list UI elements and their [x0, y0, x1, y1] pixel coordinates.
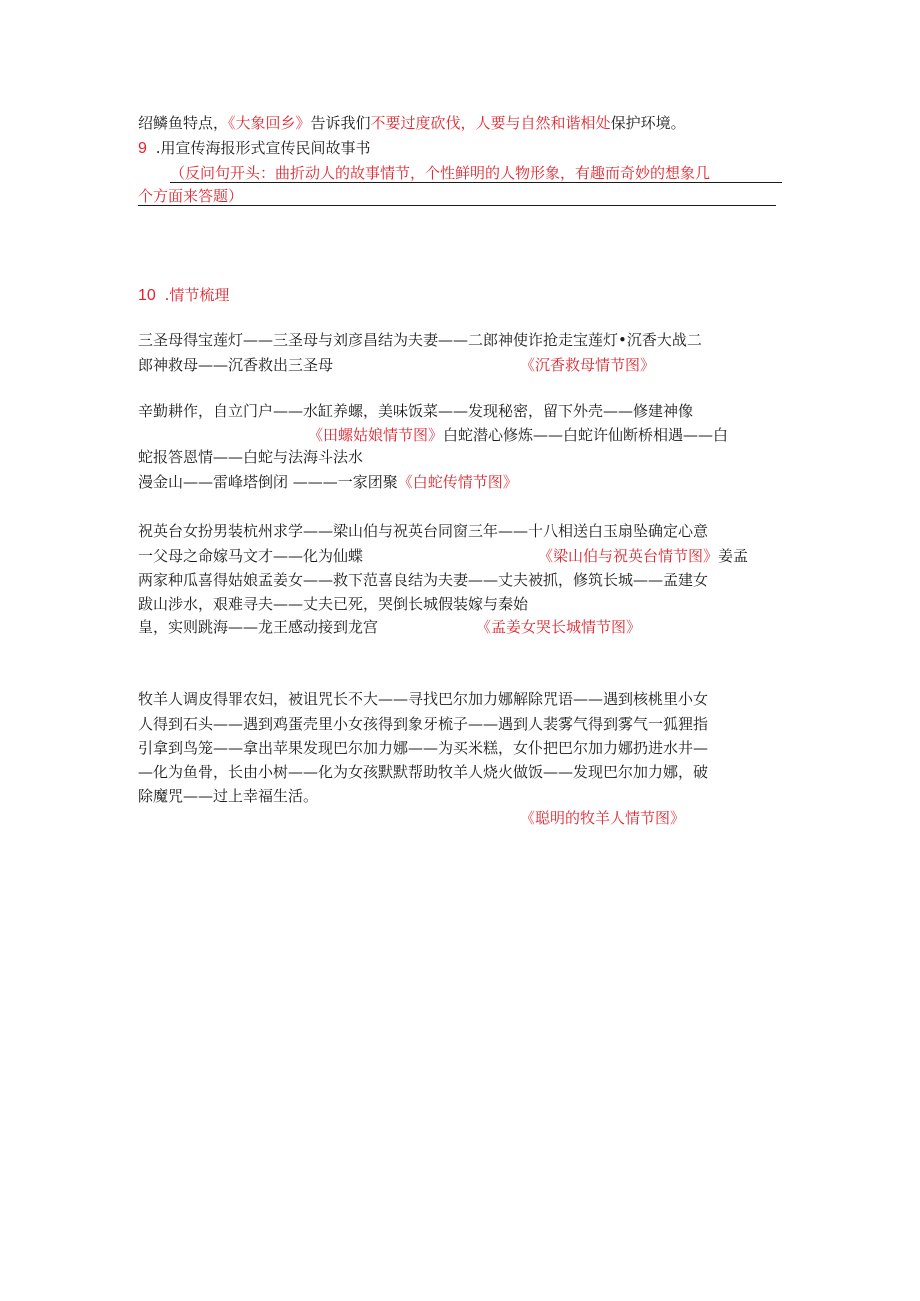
plot-line: 皇，实则跳海——龙王感动接到龙宫	[138, 618, 379, 636]
text-segment: 漫金山——雷峰塔倒闭 ———一家团聚	[138, 473, 398, 491]
plot-line: 两家种瓜喜得姑娘孟姜女——救下范喜良结为夫妻——丈夫被抓，修筑长城——孟建女	[138, 571, 709, 589]
text-segment: 姜孟	[718, 547, 749, 565]
plot-line: 三圣母得宝莲灯——三圣母与刘彦昌结为夫妻——二郎神使诈抢走宝莲灯•沉香大战二	[138, 331, 702, 349]
text-segment: 白蛇潜心修炼——白蛇许仙断桥相遇——白	[443, 426, 729, 444]
plot-caption: 《田螺姑娘情节图》	[308, 426, 444, 444]
question-number: 10	[138, 287, 156, 304]
answer-underline	[170, 182, 782, 183]
plot-line: 人得到石头——遇到鸡蛋壳里小女孩得到象牙梳子——遇到人裴雾气得到雾气一狐狸指	[138, 715, 709, 733]
answer-line-1: （反问句开头：曲折动人的故事情节，个性鲜明的人物形象，有趣而奇妙的想象几	[170, 164, 711, 182]
question-number: 9	[138, 140, 147, 157]
answer-underline	[138, 205, 776, 206]
plot-line	[308, 425, 728, 445]
plot-line: 蛇报答恩情——白蛇与法海斗法水	[138, 448, 364, 466]
answer-line-2: 个方面来答题）	[138, 187, 244, 205]
plot-line: 祝英台女扮男装杭州求学——梁山伯与祝英台同窗三年——十八相送白玉扇坠确定心意	[138, 522, 709, 540]
question-9	[138, 138, 370, 159]
text-segment: 绍鳞鱼特点，	[138, 114, 229, 132]
plot-line: 引拿到鸟笼——拿出苹果发现巴尔加力娜——为买米糕，女仆把巴尔加力娜扔进水井—	[138, 739, 709, 757]
plot-line: 郎神救母——沉香救出三圣母	[138, 356, 334, 374]
plot-line: 辛勤耕作，自立门户——水缸养螺，美味饭菜——发现秘密，留下外壳——修建神像	[138, 402, 694, 420]
plot-line: 牧羊人调皮得罪农妇，被诅咒长不大——寻找巴尔加力娜解除咒语——遇到核桃里小女	[138, 690, 709, 708]
plot-line: 跋山涉水，艰难寻夫——丈夫已死，哭倒长城假装嫁与秦始	[138, 595, 529, 613]
plot-line: 除魔咒——过上幸福生活。	[138, 787, 319, 805]
plot-caption: 《聪明的牧羊人情节图》	[520, 809, 686, 827]
text-segment: 保护环境。	[610, 114, 686, 132]
plot-line	[138, 472, 518, 492]
plot-caption: 《孟姜女哭长城情节图》	[476, 618, 642, 636]
plot-caption: 《沉香救母情节图》	[520, 356, 656, 374]
plot-line: —化为鱼骨，长由小树——化为女孩默默帮助牧羊人烧火做饭——发现巴尔加力娜，破	[138, 763, 709, 781]
question-title: .情节梳理	[164, 286, 230, 304]
question-title: .用宣传海报形式宣传民间故事书	[155, 139, 371, 157]
highlighted-text: 不要过度砍伐，人要与自然和谐相处	[370, 114, 611, 132]
plot-caption: 《梁山伯与祝英台情节图》	[538, 547, 719, 565]
text-segment: 告诉我们	[310, 114, 371, 132]
plot-caption: 《白蛇传情节图》	[397, 473, 518, 491]
book-title: 《大象回乡》	[228, 114, 311, 132]
question-10	[138, 285, 229, 306]
plot-line: 一父母之命嫁马文才——化为仙蝶	[138, 547, 364, 565]
plot-line	[538, 546, 748, 566]
text-line	[138, 113, 686, 133]
